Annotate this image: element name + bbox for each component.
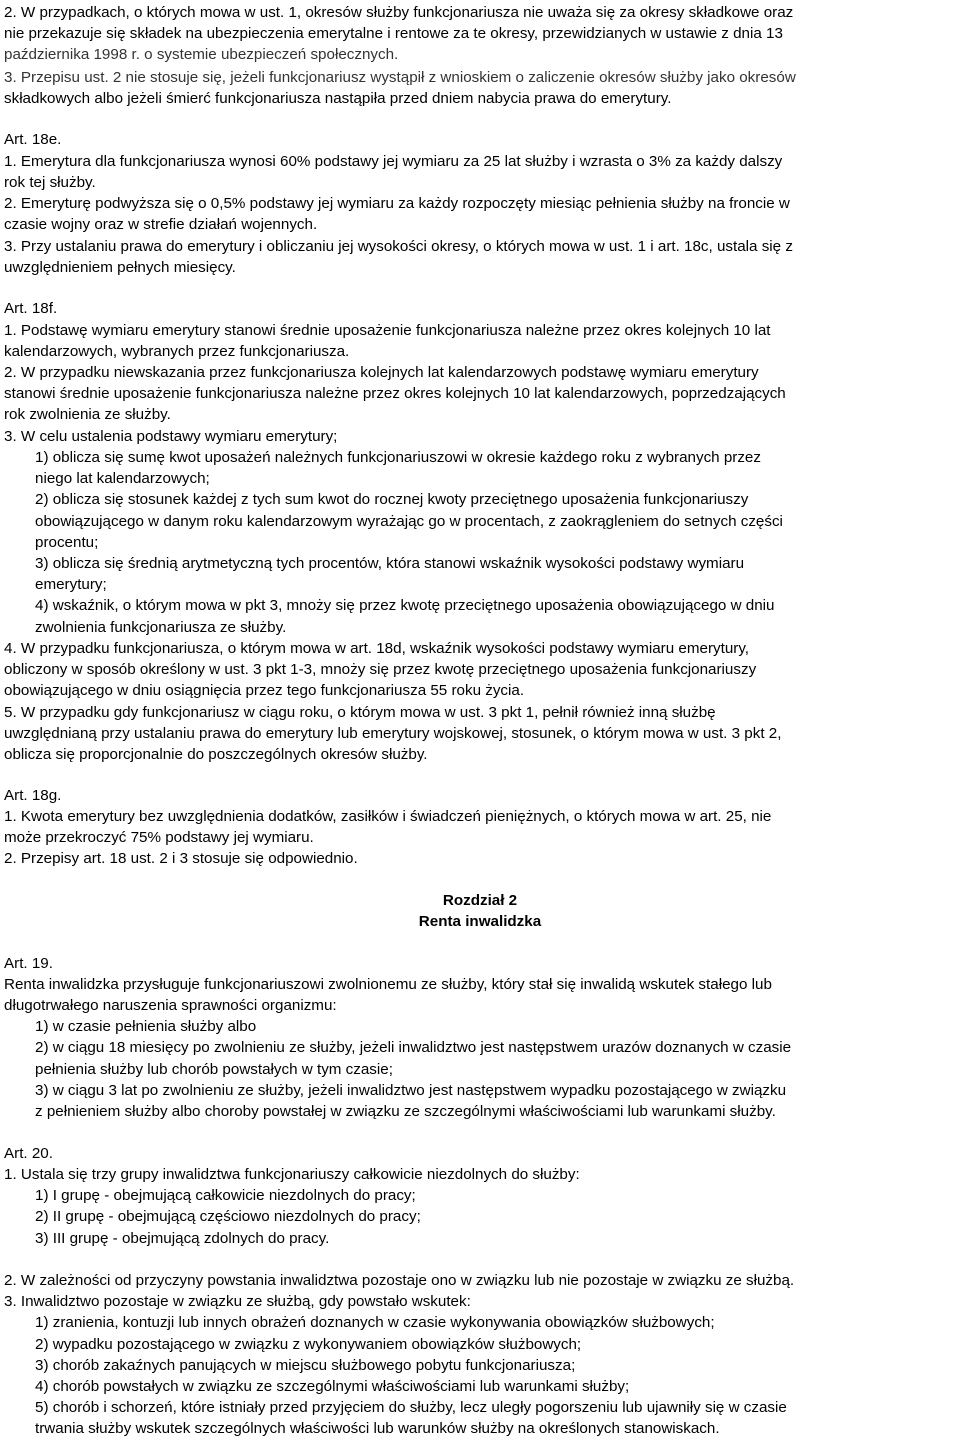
paragraph-line: października 1998 r. o systemie ubezpieczeń społecznych. bbox=[4, 46, 399, 63]
paragraph-line: obowiązującego w dniu osiągnięcia przez tego funkcjonariusza 55 roku życia. bbox=[4, 682, 525, 699]
paragraph-line: 3. Inwalidztwo pozostaje w związku ze służbą, gdy powstało wskutek: bbox=[4, 1293, 471, 1310]
paragraph-line: długotrwałego naruszenia sprawności organizmu: bbox=[4, 997, 337, 1014]
paragraph-line: 1. Emerytura dla funkcjonariusza wynosi 60% podstawy jej wymiaru za 25 lat służby i wzrasta o 3% za każdy dalszy bbox=[4, 153, 783, 170]
paragraph-line: rok zwolnienia ze służby. bbox=[4, 406, 171, 423]
paragraph-line: nie przekazuje się składek na ubezpieczenia emerytalne i rentowe za te okresy, przewidzianych w ustawie z dnia 13 bbox=[4, 25, 783, 42]
chapter-number: Rozdział 2 bbox=[442, 892, 518, 909]
list-item-line: 1) w czasie pełnienia służby albo bbox=[35, 1018, 257, 1035]
list-item-line: pełnienia służby lub chorób powstałych w tym czasie; bbox=[35, 1061, 393, 1078]
list-item-line: emerytury; bbox=[35, 576, 107, 593]
list-item-line: trwania służby wskutek szczególnych właściwości lub warunków służby na określonych stanowiskach. bbox=[35, 1420, 720, 1437]
list-item-line: zwolnienia funkcjonariusza ze służby. bbox=[35, 619, 287, 636]
list-item-line: niego lat kalendarzowych; bbox=[35, 470, 210, 487]
list-item-line: 4) chorób powstałych w związku ze szczególnymi właściwościami lub warunkami służby; bbox=[35, 1378, 630, 1395]
paragraph-line: 3. W celu ustalenia podstawy wymiaru emerytury; bbox=[4, 428, 338, 445]
paragraph-line: obliczony w sposób określony w ust. 3 pkt 1-3, mnoży się przez kwotę przeciętnego uposażenia funkcjonariuszy bbox=[4, 661, 757, 678]
paragraph-line: uwzględnieniem pełnych miesięcy. bbox=[4, 259, 236, 276]
paragraph-line: czasie wojny oraz w strefie działań wojennych. bbox=[4, 216, 318, 233]
paragraph-line: może przekroczyć 75% podstawy jej wymiaru. bbox=[4, 829, 314, 846]
paragraph-line: 4. W przypadku funkcjonariusza, o którym mowa w art. 18d, wskaźnik wysokości podstawy wymiaru emerytury, bbox=[4, 640, 750, 657]
article-heading: Art. 18f. bbox=[4, 300, 58, 317]
paragraph-line: 1. Podstawę wymiaru emerytury stanowi średnie uposażenie funkcjonariusza należne przez okres kolejnych 10 lat bbox=[4, 322, 771, 339]
list-item-line: 1) I grupę - obejmującą całkowicie niezdolnych do pracy; bbox=[35, 1187, 416, 1204]
paragraph-line: 2. W przypadkach, o których mowa w ust. 1, okresów służby funkcjonariusza nie uważa się za okresy składkowe oraz bbox=[4, 4, 794, 21]
paragraph-line: 1. Kwota emerytury bez uwzględnienia dodatków, zasiłków i świadczeń pieniężnych, o których mowa w art. 25, nie bbox=[4, 808, 772, 825]
paragraph-line: rok tej służby. bbox=[4, 174, 96, 191]
list-item-line: 1) oblicza się sumę kwot uposażeń należnych funkcjonariuszowi w okresie każdego roku z wybranych przez bbox=[35, 449, 761, 466]
chapter-title: Renta inwalidzka bbox=[418, 913, 542, 930]
paragraph-line: uwzględnianą przy ustalaniu prawa do emerytury lub emerytury wojskowej, stosunek, o którym mowa w ust. 3 pkt 2, bbox=[4, 725, 782, 742]
paragraph-line: 5. W przypadku gdy funkcjonariusz w ciągu roku, o którym mowa w ust. 3 pkt 1, pełnił również inną służbę bbox=[4, 704, 716, 721]
article-heading: Art. 18e. bbox=[4, 131, 62, 148]
paragraph-line: oblicza się proporcjonalnie do poszczególnych okresów służby. bbox=[4, 746, 428, 763]
article-heading: Art. 20. bbox=[4, 1145, 53, 1162]
list-item-line: 5) chorób i schorzeń, które istniały przed przyjęciem do służby, lecz uległy pogorszeniu lub ujawniły się w czasie bbox=[35, 1399, 787, 1416]
list-item-line: obowiązującego w danym roku kalendarzowym wyrażając go w procentach, z zaokrągleniem do setnych części bbox=[35, 513, 783, 530]
paragraph-line: składkowych albo jeżeli śmierć funkcjonariusza nastąpiła przed dniem nabycia prawa do emerytury. bbox=[4, 90, 672, 107]
paragraph-line: 1. Ustala się trzy grupy inwalidztwa funkcjonariuszy całkowicie niezdolnych do służby: bbox=[4, 1166, 580, 1183]
list-item-line: 4) wskaźnik, o którym mowa w pkt 3, mnoży się przez kwotę przeciętnego uposażenia obowiązującego w dniu bbox=[35, 597, 775, 614]
list-item-line: 2) II grupę - obejmującą częściowo niezdolnych do pracy; bbox=[35, 1208, 421, 1225]
list-item-line: 2) wypadku pozostającego w związku z wykonywaniem obowiązków służbowych; bbox=[35, 1336, 582, 1353]
list-item-line: procentu; bbox=[35, 534, 99, 551]
paragraph-line: 2. W przypadku niewskazania przez funkcjonariusza kolejnych lat kalendarzowych podstawę wymiaru emerytury bbox=[4, 364, 759, 381]
list-item-line: 2) w ciągu 18 miesięcy po zwolnieniu ze służby, jeżeli inwalidztwo jest następstwem urazów doznanych w czasie bbox=[35, 1039, 792, 1056]
paragraph-line: 3. Przepisu ust. 2 nie stosuje się, jeżeli funkcjonariusz wystąpił z wnioskiem o zaliczenie okresów służby jako okresów bbox=[4, 69, 796, 86]
paragraph-line: 2. Przepisy art. 18 ust. 2 i 3 stosuje się odpowiednio. bbox=[4, 850, 358, 867]
list-item-line: z pełnieniem służby albo choroby powstałej w związku ze szczególnymi właściwościami lub warunkami służby. bbox=[35, 1103, 776, 1120]
list-item-line: 3) III grupę - obejmującą zdolnych do pracy. bbox=[35, 1230, 330, 1247]
list-item-line: 3) w ciągu 3 lat po zwolnieniu ze służby, jeżeli inwalidztwo jest następstwem wypadku pozostającego w związku bbox=[35, 1082, 787, 1099]
paragraph-line: stanowi średnie uposażenie funkcjonariusza należne przez okres kolejnych 10 lat kalendarzowych, poprzedzających bbox=[4, 385, 786, 402]
paragraph-line: Renta inwalidzka przysługuje funkcjonariuszowi zwolnionemu ze służby, który stał się inwalidą wskutek stałego lub bbox=[4, 976, 772, 993]
paragraph-line: kalendarzowych, wybranych przez funkcjonariusza. bbox=[4, 343, 350, 360]
article-heading: Art. 19. bbox=[4, 955, 53, 972]
list-item-line: 3) chorób zakaźnych panujących w miejscu służbowego pobytu funkcjonariusza; bbox=[35, 1357, 576, 1374]
paragraph-line: 3. Przy ustalaniu prawa do emerytury i obliczaniu jej wysokości okresy, o których mowa w ust. 1 i art. 18c, ustala się z bbox=[4, 238, 793, 255]
article-heading: Art. 18g. bbox=[4, 787, 62, 804]
paragraph-line: 2. W zależności od przyczyny powstania inwalidztwa pozostaje ono w związku lub nie pozostaje w związku ze służbą. bbox=[4, 1272, 795, 1289]
list-item-line: 1) zranienia, kontuzji lub innych obrażeń doznanych w czasie wykonywania obowiązków służbowych; bbox=[35, 1314, 715, 1331]
paragraph-line: 2. Emeryturę podwyższa się o 0,5% podstawy jej wymiaru za każdy rozpoczęty miesiąc pełnienia służby na froncie w bbox=[4, 195, 790, 212]
list-item-line: 3) oblicza się średnią arytmetyczną tych procentów, która stanowi wskaźnik wysokości podstawy wymiaru bbox=[35, 555, 745, 572]
list-item-line: 2) oblicza się stosunek każdej z tych sum kwot do rocznej kwoty przeciętnego uposażenia funkcjonariuszy bbox=[35, 491, 749, 508]
